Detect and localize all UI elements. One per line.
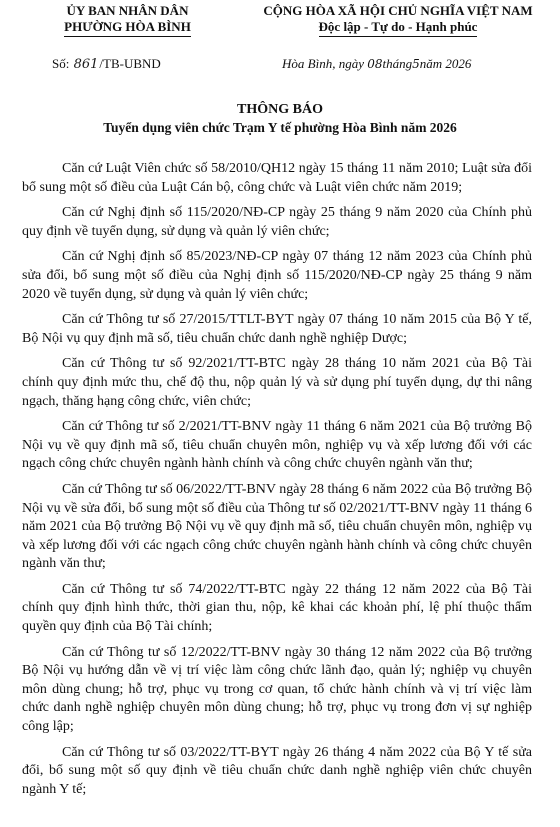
date-place: Hòa Bình, ngày	[282, 56, 364, 71]
date-month: 5	[412, 57, 420, 71]
authority-line1: ỦY BAN NHÂN DÂN	[66, 3, 189, 18]
legal-basis-paragraph: Căn cứ Thông tư số 2/2021/TT-BNV ngày 11 tháng 6 năm 2021 của Bộ trưởng Bộ Nội vụ về quy định mã số, tiêu chuẩn chuyên môn, nghiệp vụ và xếp lương đối với các ngạch công chức chuyên ngành hành chính và công chức chuyên ngành văn thư;	[22, 419, 532, 472]
document-subtitle: Tuyển dụng viên chức Trạm Y tế phường Hòa Bình năm 2026	[103, 120, 457, 135]
legal-basis-paragraph: Căn cứ Luật Viên chức số 58/2010/QH12 ngày 15 tháng 11 năm 2010; Luật sửa đổi bổ sung một số điều của Luật Cán bộ, công chức và Luật viên chức năm 2019;	[22, 161, 532, 195]
authority-line2: PHƯỜNG HÒA BÌNH	[64, 19, 191, 37]
date-month-label: tháng	[382, 56, 413, 71]
legal-basis-paragraph: Căn cứ Thông tư số 27/2015/TTLT-BYT ngày 07 tháng 10 năm 2015 của Bộ Y tế, Bộ Nội vụ quy định mã số, tiêu chuẩn chức danh nghề nghiệp Dược;	[22, 312, 532, 346]
legal-basis-paragraph: Căn cứ Thông tư số 06/2022/TT-BNV ngày 28 tháng 6 năm 2022 của Bộ trưởng Bộ Nội vụ về sửa đổi, bổ sung một số điều của Thông tư số 02/2021/TT-BNV ngày 11 tháng 6 năm 2021 của Bộ trưởng Bộ Nội vụ về quy định mã số, tiêu chuẩn chuyên môn, nghiệp vụ và xếp lương đối với các ngạch công chức chuyên ngành hành chính và công chức chuyên ngành văn thư;	[22, 481, 532, 572]
legal-basis-paragraph: Căn cứ Thông tư số 12/2022/TT-BNV ngày 30 tháng 12 năm 2022 của Bộ trưởng Bộ Nội vụ hướng dẫn về vị trí việc làm công chức lãnh đạo, quản lý; nghiệp vụ chuyên môn dùng chung; hỗ trợ, phục vụ trong cơ quan, tổ chức hành chính và vị trí việc làm chức danh nghề nghiệp chuyên môn dùng chung; hỗ trợ, phục vụ trong đơn vị sự nghiệp công lập;	[22, 644, 532, 735]
legal-basis-paragraph: Căn cứ Nghị định số 85/2023/NĐ-CP ngày 07 tháng 12 năm 2023 của Chính phủ sửa đổi, bổ sung một số điều của Nghị định số 115/2020/NĐ-CP ngày 25 tháng 9 năm 2020 về tuyển dụng, sử dụng và quản lý viên chức;	[22, 249, 532, 302]
document-title: THÔNG BÁO	[237, 102, 323, 117]
national-motto	[238, 3, 558, 37]
place-and-date	[282, 56, 471, 72]
doc-number-handwritten: 861	[73, 57, 99, 72]
date-year: năm 2026	[419, 56, 472, 71]
date-day: 08	[367, 57, 383, 71]
doc-number-prefix: Số:	[52, 56, 70, 71]
document-body	[22, 160, 532, 806]
doc-number-suffix: /TB-UBND	[99, 56, 161, 71]
motto: Độc lập - Tự do - Hạnh phúc	[319, 19, 478, 37]
legal-basis-paragraph: Căn cứ Nghị định số 115/2020/NĐ-CP ngày 25 tháng 9 năm 2020 của Chính phủ quy định về tuyển dụng, sử dụng và quản lý viên chức;	[22, 205, 532, 239]
legal-basis-paragraph: Căn cứ Thông tư số 03/2022/TT-BYT ngày 26 tháng 4 năm 2022 của Bộ Y tế sửa đổi, bổ sung một số quy định về tiêu chuẩn chức danh nghề nghiệp viên chức chuyên ngành Y tế;	[22, 744, 532, 797]
issuing-authority	[40, 3, 215, 37]
legal-basis-paragraph: Căn cứ Thông tư số 74/2022/TT-BTC ngày 22 tháng 12 năm 2022 của Bộ Tài chính quy định hình thức, thời gian thu, nộp, kê khai các khoản phí, lệ phí thuộc thẩm quyền quy định của Bộ Tài chính;	[22, 581, 532, 635]
legal-basis-paragraph: Căn cứ Thông tư số 92/2021/TT-BTC ngày 28 tháng 10 năm 2021 của Bộ Tài chính quy định mức thu, chế độ thu, nộp quản lý và sử dụng phí tuyển dụng, dự thi nâng ngạch, thăng hạng công chức, viên chức;	[22, 356, 532, 409]
document-number	[52, 56, 161, 72]
nation-name: CỘNG HÒA XÃ HỘI CHỦ NGHĨA VIỆT NAM	[263, 3, 533, 18]
